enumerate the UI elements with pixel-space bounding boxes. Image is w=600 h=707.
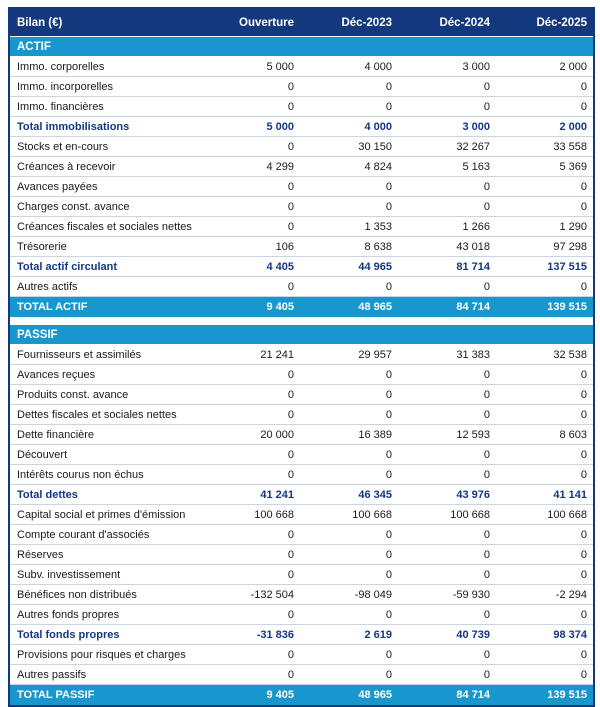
table-header-row xyxy=(9,8,594,37)
row-value: 21 241 xyxy=(202,345,300,365)
row-value: -31 836 xyxy=(202,625,300,645)
row-value: 8 638 xyxy=(300,237,398,257)
row-value: 0 xyxy=(202,565,300,585)
row-value: 0 xyxy=(398,565,496,585)
row-label: Dettes fiscales et sociales nettes xyxy=(9,405,202,425)
row-value: 2 000 xyxy=(496,57,594,77)
row-value: 0 xyxy=(300,565,398,585)
row-value: 43 976 xyxy=(398,485,496,505)
row-label: Réserves xyxy=(9,545,202,565)
row-label: Autres fonds propres xyxy=(9,605,202,625)
row-value: 0 xyxy=(202,197,300,217)
row-value: 0 xyxy=(398,177,496,197)
row-value: 5 369 xyxy=(496,157,594,177)
row-value: 0 xyxy=(398,77,496,97)
row-value: 5 000 xyxy=(202,117,300,137)
row-label: Créances à recevoir xyxy=(9,157,202,177)
row-value: 4 405 xyxy=(202,257,300,277)
row-label: Immo. corporelles xyxy=(9,57,202,77)
row-value: 5 163 xyxy=(398,157,496,177)
table-row xyxy=(9,605,594,625)
row-value: 3 000 xyxy=(398,57,496,77)
row-label: Provisions pour risques et charges xyxy=(9,645,202,665)
row-value: 0 xyxy=(202,645,300,665)
row-value: 0 xyxy=(300,405,398,425)
row-value: 100 668 xyxy=(300,505,398,525)
row-value: 46 345 xyxy=(300,485,398,505)
table-row xyxy=(9,625,594,645)
row-value: 0 xyxy=(496,605,594,625)
row-label: Dette financière xyxy=(9,425,202,445)
table-row xyxy=(9,137,594,157)
row-label: Intérêts courus non échus xyxy=(9,465,202,485)
table-row xyxy=(9,505,594,525)
row-value: 97 298 xyxy=(496,237,594,257)
row-value: 0 xyxy=(300,605,398,625)
total-row-passif xyxy=(9,685,594,707)
row-label: Fournisseurs et assimilés xyxy=(9,345,202,365)
table-row xyxy=(9,485,594,505)
row-value: 0 xyxy=(300,97,398,117)
total-value: 9 405 xyxy=(202,685,300,707)
row-value: 0 xyxy=(496,97,594,117)
total-label: TOTAL ACTIF xyxy=(9,297,202,318)
total-value: 48 965 xyxy=(300,685,398,707)
row-value: 0 xyxy=(398,645,496,665)
row-label: Produits const. avance xyxy=(9,385,202,405)
row-value: 0 xyxy=(496,645,594,665)
row-value: 0 xyxy=(202,605,300,625)
row-value: 0 xyxy=(398,445,496,465)
row-value: 4 299 xyxy=(202,157,300,177)
row-value: 0 xyxy=(496,565,594,585)
row-value: 0 xyxy=(496,277,594,297)
row-value: 4 824 xyxy=(300,157,398,177)
column-header-dec-2024: Déc-2024 xyxy=(398,8,496,37)
row-value: 0 xyxy=(300,465,398,485)
table-row xyxy=(9,157,594,177)
table-row xyxy=(9,257,594,277)
row-value: 41 141 xyxy=(496,485,594,505)
table-row xyxy=(9,565,594,585)
row-value: 0 xyxy=(300,665,398,685)
row-label: Capital social et primes d'émission xyxy=(9,505,202,525)
row-label: Trésorerie xyxy=(9,237,202,257)
table-row xyxy=(9,385,594,405)
row-value: 3 000 xyxy=(398,117,496,137)
row-value: 0 xyxy=(202,545,300,565)
row-label: Découvert xyxy=(9,445,202,465)
row-value: 1 266 xyxy=(398,217,496,237)
row-value: 4 000 xyxy=(300,57,398,77)
table-row xyxy=(9,525,594,545)
section-header-passif xyxy=(9,325,594,345)
row-value: 0 xyxy=(202,177,300,197)
row-value: 0 xyxy=(300,177,398,197)
row-label: Avances payées xyxy=(9,177,202,197)
total-value: 84 714 xyxy=(398,685,496,707)
row-label: Autres actifs xyxy=(9,277,202,297)
table-row xyxy=(9,425,594,445)
row-value: 0 xyxy=(202,665,300,685)
row-value: 81 714 xyxy=(398,257,496,277)
row-value: 0 xyxy=(300,385,398,405)
table-row xyxy=(9,197,594,217)
row-value: 0 xyxy=(398,525,496,545)
row-value: 0 xyxy=(300,525,398,545)
row-value: 0 xyxy=(202,137,300,157)
row-label: Total fonds propres xyxy=(9,625,202,645)
row-value: 0 xyxy=(300,197,398,217)
row-value: 0 xyxy=(398,405,496,425)
row-value: 0 xyxy=(496,365,594,385)
table-row xyxy=(9,57,594,77)
row-value: 1 353 xyxy=(300,217,398,237)
row-value: 29 957 xyxy=(300,345,398,365)
section-title: PASSIF xyxy=(9,325,594,345)
section-spacer xyxy=(9,317,594,325)
row-value: 0 xyxy=(496,445,594,465)
row-value: 137 515 xyxy=(496,257,594,277)
row-value: 100 668 xyxy=(202,505,300,525)
total-value: 48 965 xyxy=(300,297,398,318)
row-value: 0 xyxy=(202,365,300,385)
row-label: Compte courant d'associés xyxy=(9,525,202,545)
row-value: 0 xyxy=(398,385,496,405)
row-label: Total immobilisations xyxy=(9,117,202,137)
table-row xyxy=(9,645,594,665)
row-value: 0 xyxy=(398,197,496,217)
table-row xyxy=(9,405,594,425)
row-label: Charges const. avance xyxy=(9,197,202,217)
row-label: Total actif circulant xyxy=(9,257,202,277)
row-value: 16 389 xyxy=(300,425,398,445)
row-value: 5 000 xyxy=(202,57,300,77)
row-value: 0 xyxy=(300,645,398,665)
table-row xyxy=(9,217,594,237)
row-value: -59 930 xyxy=(398,585,496,605)
column-header-ouverture: Ouverture xyxy=(202,8,300,37)
row-value: -132 504 xyxy=(202,585,300,605)
row-value: 1 290 xyxy=(496,217,594,237)
table-body xyxy=(9,37,594,707)
table-row xyxy=(9,177,594,197)
row-value: 43 018 xyxy=(398,237,496,257)
row-label: Stocks et en-cours xyxy=(9,137,202,157)
row-label: Immo. financières xyxy=(9,97,202,117)
row-value: 20 000 xyxy=(202,425,300,445)
column-header-dec-2025: Déc-2025 xyxy=(496,8,594,37)
row-value: 0 xyxy=(300,365,398,385)
row-value: 0 xyxy=(398,365,496,385)
table-row xyxy=(9,345,594,365)
row-value: 12 593 xyxy=(398,425,496,445)
row-value: 106 xyxy=(202,237,300,257)
row-value: 0 xyxy=(496,525,594,545)
total-value: 139 515 xyxy=(496,685,594,707)
table-row xyxy=(9,365,594,385)
row-value: -98 049 xyxy=(300,585,398,605)
row-value: 0 xyxy=(496,385,594,405)
row-value: 31 383 xyxy=(398,345,496,365)
table-row xyxy=(9,545,594,565)
row-value: 0 xyxy=(202,445,300,465)
row-value: 0 xyxy=(398,665,496,685)
row-value: 0 xyxy=(202,465,300,485)
row-value: 0 xyxy=(496,665,594,685)
row-value: 30 150 xyxy=(300,137,398,157)
row-value: 100 668 xyxy=(496,505,594,525)
row-label: Subv. investissement xyxy=(9,565,202,585)
total-value: 139 515 xyxy=(496,297,594,318)
row-label: Autres passifs xyxy=(9,665,202,685)
row-value: 0 xyxy=(398,545,496,565)
row-value: 0 xyxy=(202,97,300,117)
row-value: 4 000 xyxy=(300,117,398,137)
row-value: 2 619 xyxy=(300,625,398,645)
row-value: 0 xyxy=(398,97,496,117)
row-value: 0 xyxy=(202,405,300,425)
row-value: 0 xyxy=(202,277,300,297)
section-title: ACTIF xyxy=(9,37,594,57)
row-value: 0 xyxy=(398,605,496,625)
table-row xyxy=(9,97,594,117)
row-value: 32 267 xyxy=(398,137,496,157)
row-value: 0 xyxy=(300,445,398,465)
row-value: 2 000 xyxy=(496,117,594,137)
table-row xyxy=(9,465,594,485)
row-value: 33 558 xyxy=(496,137,594,157)
total-label: TOTAL PASSIF xyxy=(9,685,202,707)
total-value: 9 405 xyxy=(202,297,300,318)
row-value: 0 xyxy=(398,465,496,485)
row-value: 0 xyxy=(398,277,496,297)
row-value: 100 668 xyxy=(398,505,496,525)
table-row xyxy=(9,237,594,257)
row-value: 0 xyxy=(496,197,594,217)
row-label: Total dettes xyxy=(9,485,202,505)
row-value: 98 374 xyxy=(496,625,594,645)
table-row xyxy=(9,445,594,465)
row-value: 8 603 xyxy=(496,425,594,445)
row-value: 0 xyxy=(496,77,594,97)
row-value: 0 xyxy=(300,277,398,297)
row-value: 40 739 xyxy=(398,625,496,645)
row-value: 0 xyxy=(202,385,300,405)
balance-sheet-table xyxy=(8,7,595,707)
row-value: 44 965 xyxy=(300,257,398,277)
row-label: Immo. incorporelles xyxy=(9,77,202,97)
row-value: 0 xyxy=(496,545,594,565)
table-row xyxy=(9,585,594,605)
section-header-actif xyxy=(9,37,594,57)
table-row xyxy=(9,117,594,137)
row-value: 41 241 xyxy=(202,485,300,505)
row-value: 0 xyxy=(496,177,594,197)
row-label: Créances fiscales et sociales nettes xyxy=(9,217,202,237)
table-row xyxy=(9,277,594,297)
row-value: 0 xyxy=(300,77,398,97)
row-value: 0 xyxy=(202,217,300,237)
row-value: 0 xyxy=(496,405,594,425)
row-label: Avances reçues xyxy=(9,365,202,385)
row-label: Bénéfices non distribués xyxy=(9,585,202,605)
row-value: 32 538 xyxy=(496,345,594,365)
row-value: 0 xyxy=(202,525,300,545)
column-header-dec-2023: Déc-2023 xyxy=(300,8,398,37)
table-row xyxy=(9,77,594,97)
row-value: 0 xyxy=(202,77,300,97)
total-row-actif xyxy=(9,297,594,318)
table-row xyxy=(9,665,594,685)
row-value: 0 xyxy=(300,545,398,565)
section-spacer-cell xyxy=(9,317,594,325)
row-value: 0 xyxy=(496,465,594,485)
row-value: -2 294 xyxy=(496,585,594,605)
total-value: 84 714 xyxy=(398,297,496,318)
table-title: Bilan (€) xyxy=(9,8,202,37)
